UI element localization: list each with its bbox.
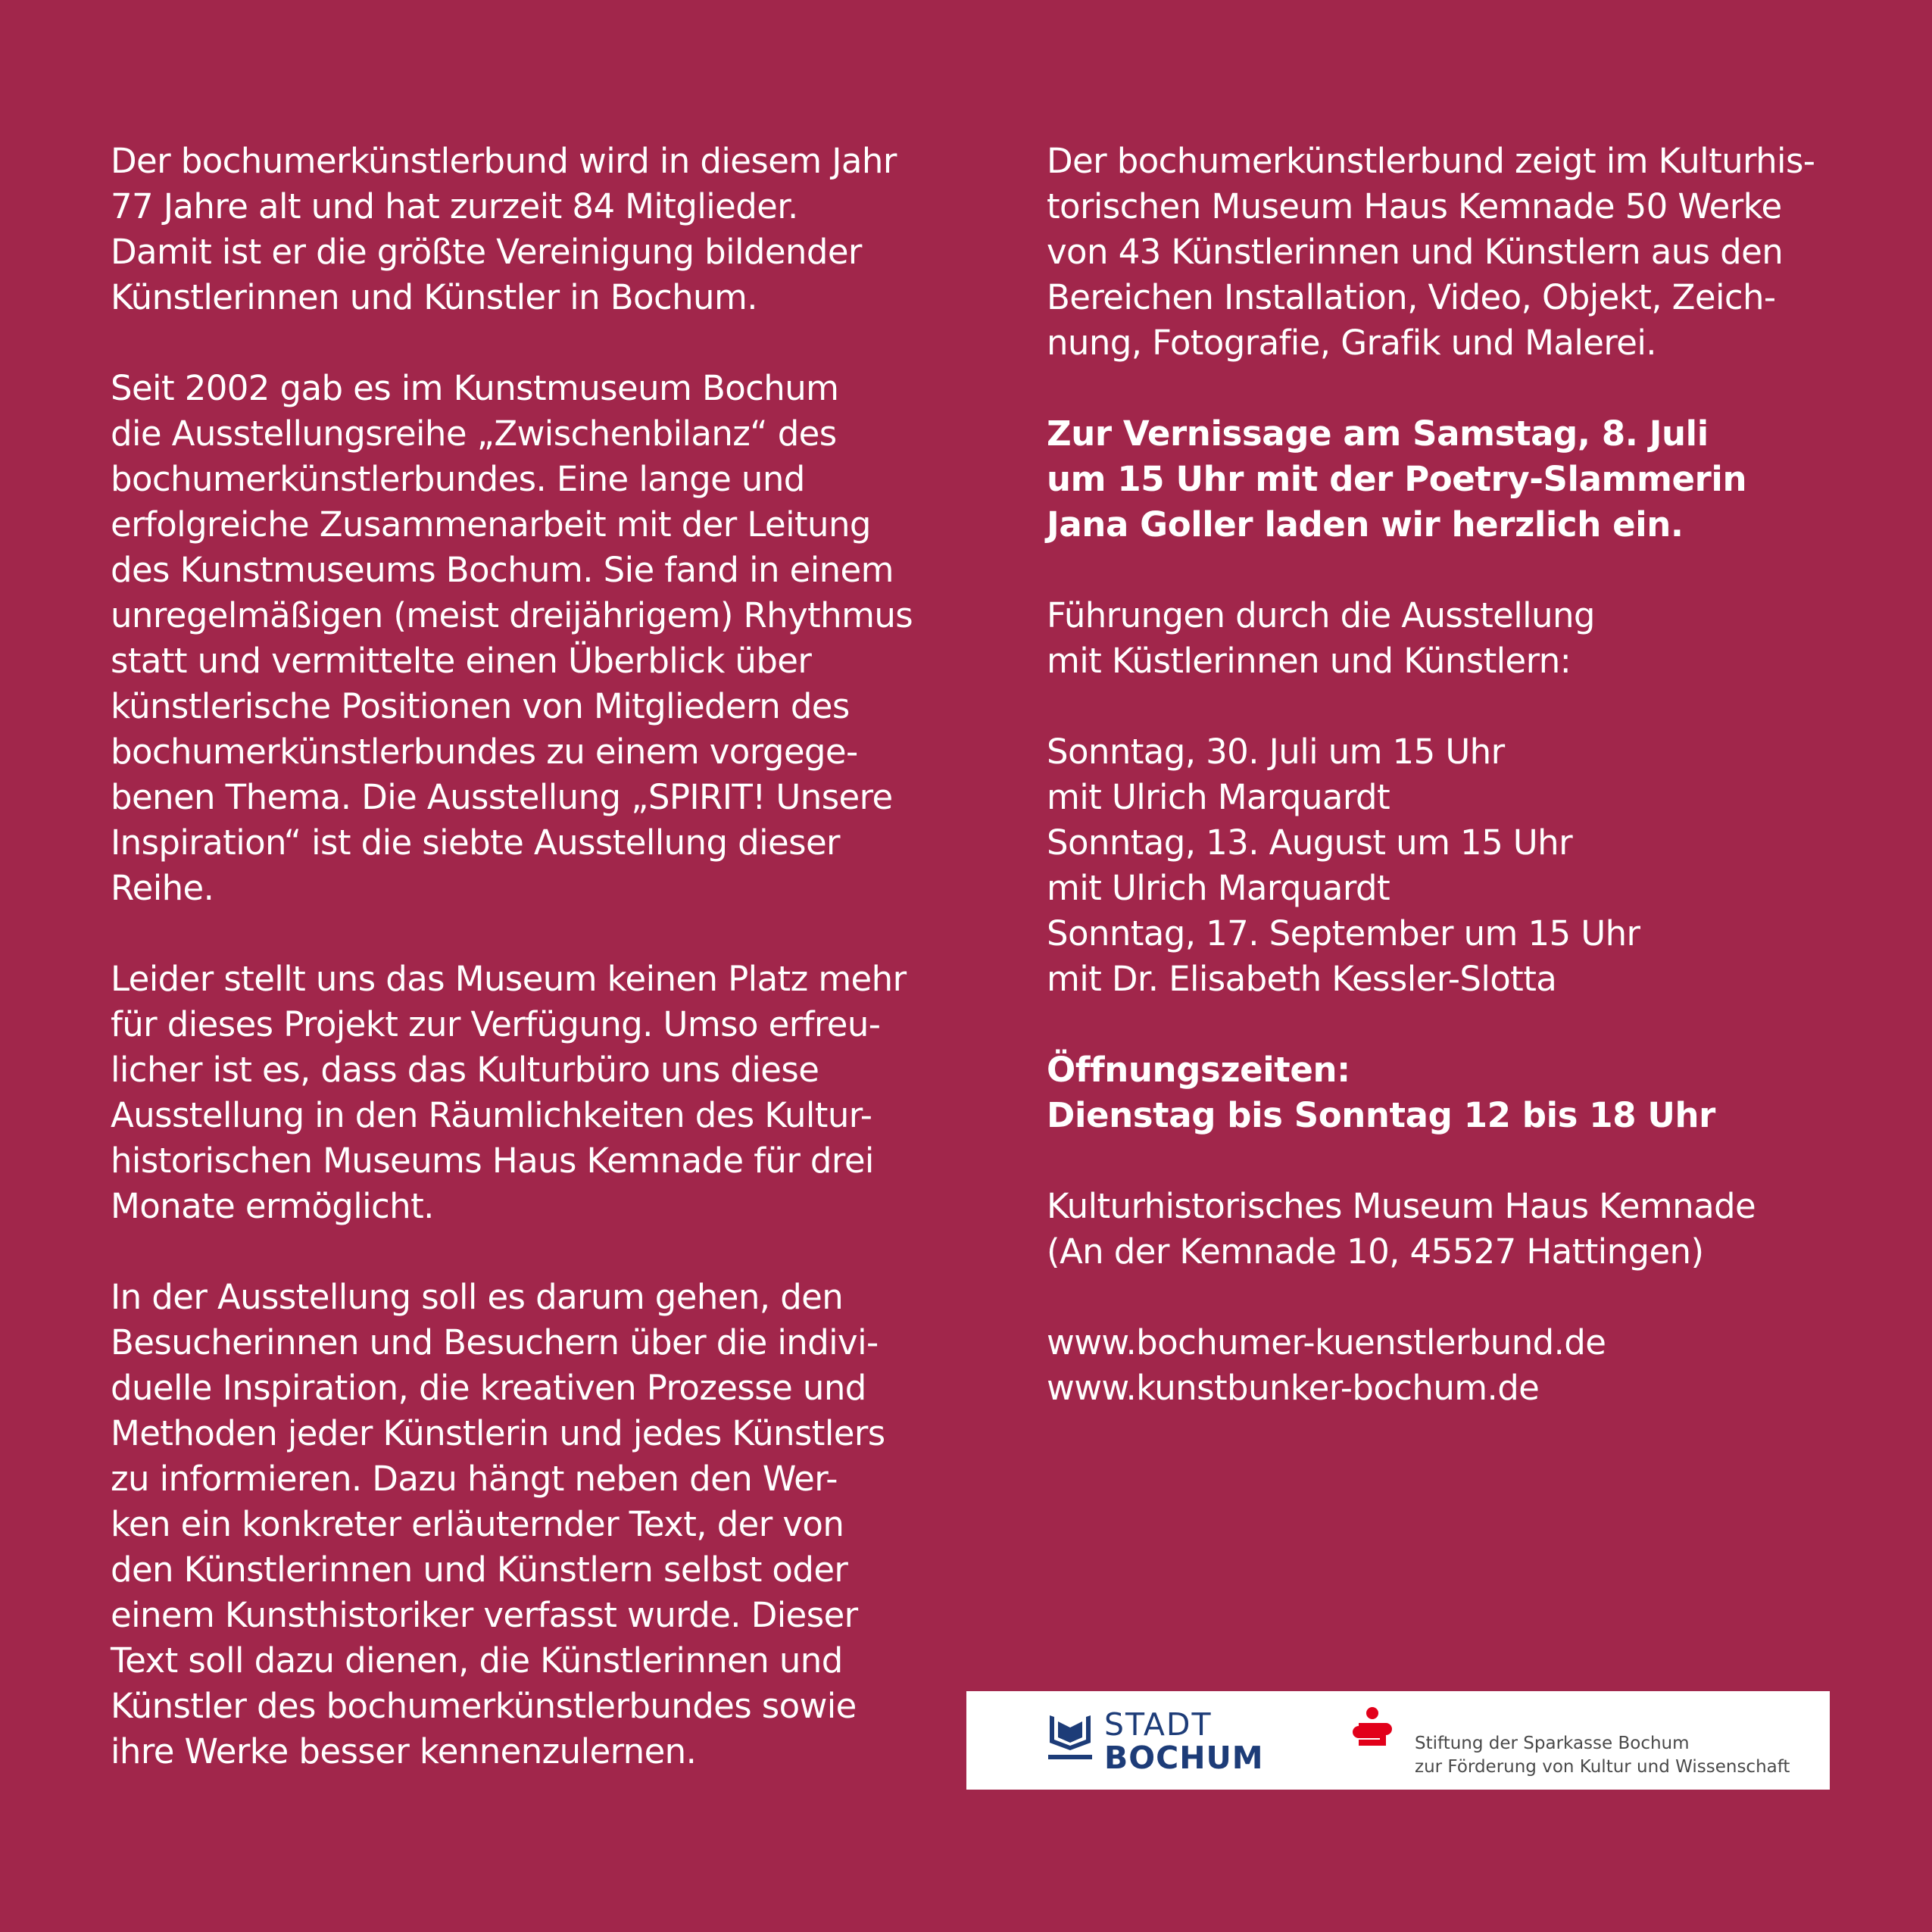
tour-date: Sonntag, 17. September um 15 Uhr bbox=[1047, 913, 1640, 954]
text-line: Seit 2002 gab es im Kunstmuseum Bochum bbox=[111, 368, 839, 408]
museum-name: Kulturhistorisches Museum Haus Kemnade bbox=[1047, 1186, 1756, 1226]
tours-intro bbox=[1047, 593, 1819, 684]
text-line: um 15 Uhr mit der Poetry-Slammerin bbox=[1047, 459, 1747, 499]
tour-guide: mit Ulrich Marquardt bbox=[1047, 868, 1390, 908]
sparkasse-line: zur Förderung von Kultur und Wissenschaft bbox=[1415, 1757, 1790, 1777]
opening-hours-heading: Öffnungszeiten: bbox=[1047, 1050, 1350, 1090]
text-line: Text soll dazu dienen, die Künstlerinnen und bbox=[111, 1640, 843, 1681]
exhibition-paragraph bbox=[1047, 139, 1819, 366]
right-column bbox=[1047, 139, 1819, 1456]
text-line: bochumerkünstlerbundes. Eine lange und bbox=[111, 459, 805, 499]
website-link[interactable]: www.kunstbunker-bochum.de bbox=[1047, 1368, 1540, 1408]
text-line: ihre Werke besser kennenzulernen. bbox=[111, 1731, 697, 1771]
text-line: Methoden jeder Künstlerin und jedes Künstlers bbox=[111, 1413, 885, 1453]
text-line: Der bochumerkünstlerbund zeigt im Kulturhis- bbox=[1047, 141, 1815, 181]
text-line: von 43 Künstlerinnen und Künstlern aus den bbox=[1047, 232, 1784, 272]
text-line: licher ist es, dass das Kulturbüro uns diese bbox=[111, 1050, 819, 1090]
history-paragraph bbox=[111, 366, 913, 911]
text-line: ken ein konkreter erläuternder Text, der von bbox=[111, 1504, 844, 1544]
stadt-bochum-logo bbox=[1047, 1706, 1289, 1776]
text-line: Führungen durch die Ausstellung bbox=[1047, 595, 1595, 635]
text-line: zu informieren. Dazu hängt neben den Wer- bbox=[111, 1459, 838, 1499]
text-line: Jana Goller laden wir herzlich ein. bbox=[1047, 504, 1684, 545]
text-line: die Ausstellungsreihe „Zwischenbilanz“ des bbox=[111, 414, 837, 454]
opening-hours bbox=[1047, 1047, 1819, 1138]
tour-date: Sonntag, 30. Juli um 15 Uhr bbox=[1047, 732, 1505, 772]
text-line: Zur Vernissage am Samstag, 8. Juli bbox=[1047, 414, 1709, 454]
sponsor-bar bbox=[966, 1691, 1830, 1790]
website-link[interactable]: www.bochumer-kuenstlerbund.de bbox=[1047, 1322, 1606, 1362]
text-line: In der Ausstellung soll es darum gehen, den bbox=[111, 1277, 844, 1317]
concept-paragraph bbox=[111, 1275, 898, 1774]
text-line: Reihe. bbox=[111, 868, 214, 908]
text-line: unregelmäßigen (meist dreijährigem) Rhythmus bbox=[111, 595, 913, 635]
sparkasse-s-icon bbox=[1353, 1706, 1392, 1758]
sparkasse-line: Stiftung der Sparkasse Bochum bbox=[1415, 1734, 1690, 1753]
sparkasse-foundation-text bbox=[1415, 1732, 1790, 1779]
museum-address: (An der Kemnade 10, 45527 Hattingen) bbox=[1047, 1231, 1704, 1272]
text-line: Künstlerinnen und Künstler in Bochum. bbox=[111, 277, 757, 317]
tour-dates bbox=[1047, 729, 1819, 1002]
text-line: nung, Fotografie, Grafik und Malerei. bbox=[1047, 323, 1656, 363]
text-line: Ausstellung in den Räumlichkeiten des Kultur- bbox=[111, 1095, 872, 1135]
text-line: für dieses Projekt zur Verfügung. Umso erfreu- bbox=[111, 1004, 881, 1044]
text-line: Bereichen Installation, Video, Objekt, Zeich- bbox=[1047, 277, 1776, 317]
venue-paragraph bbox=[111, 957, 907, 1229]
text-line: Inspiration“ ist die siebte Ausstellung dieser bbox=[111, 822, 840, 863]
text-line: mit Küstlerinnen und Künstlern: bbox=[1047, 641, 1572, 681]
text-line: künstlerische Positionen von Mitgliedern des bbox=[111, 686, 850, 726]
book-crest-icon bbox=[1047, 1712, 1094, 1762]
text-line: erfolgreiche Zusammenarbeit mit der Leitung bbox=[111, 504, 871, 545]
text-line: benen Thema. Die Ausstellung „SPIRIT! Unsere bbox=[111, 777, 893, 817]
text-line: historischen Museums Haus Kemnade für drei bbox=[111, 1141, 874, 1181]
text-line: 77 Jahre alt und hat zurzeit 84 Mitglieder. bbox=[111, 186, 798, 226]
text-line: den Künstlerinnen und Künstlern selbst oder bbox=[111, 1550, 848, 1590]
stadt-label: STADT bbox=[1104, 1706, 1213, 1743]
left-column bbox=[111, 139, 913, 1820]
text-line: einem Kunsthistoriker verfasst wurde. Dieser bbox=[111, 1595, 858, 1635]
tour-date: Sonntag, 13. August um 15 Uhr bbox=[1047, 822, 1572, 863]
text-line: bochumerkünstlerbundes zu einem vorgege- bbox=[111, 732, 858, 772]
text-line: torischen Museum Haus Kemnade 50 Werke bbox=[1047, 186, 1782, 226]
text-line: duelle Inspiration, die kreativen Prozesse und bbox=[111, 1368, 866, 1408]
text-line: Besucherinnen und Besuchern über die indivi- bbox=[111, 1322, 879, 1362]
websites bbox=[1047, 1320, 1819, 1411]
intro-paragraph bbox=[111, 139, 898, 320]
bochum-label: BOCHUM bbox=[1104, 1740, 1264, 1776]
text-line: statt und vermittelte einen Überblick über bbox=[111, 641, 812, 681]
address bbox=[1047, 1184, 1819, 1275]
text-line: Leider stellt uns das Museum keinen Platz mehr bbox=[111, 959, 907, 999]
vernissage-invitation bbox=[1047, 411, 1819, 548]
text-line: Künstler des bochumerkünstlerbundes sowie bbox=[111, 1686, 857, 1726]
text-line: des Kunstmuseums Bochum. Sie fand in einem bbox=[111, 550, 894, 590]
tour-guide: mit Dr. Elisabeth Kessler-Slotta bbox=[1047, 959, 1557, 999]
text-line: Damit ist er die größte Vereinigung bildender bbox=[111, 232, 862, 272]
text-line: Monate ermöglicht. bbox=[111, 1186, 434, 1226]
text-line: Der bochumerkünstlerbund wird in diesem Jahr bbox=[111, 141, 897, 181]
tour-guide: mit Ulrich Marquardt bbox=[1047, 777, 1390, 817]
opening-hours-value: Dienstag bis Sonntag 12 bis 18 Uhr bbox=[1047, 1095, 1715, 1135]
